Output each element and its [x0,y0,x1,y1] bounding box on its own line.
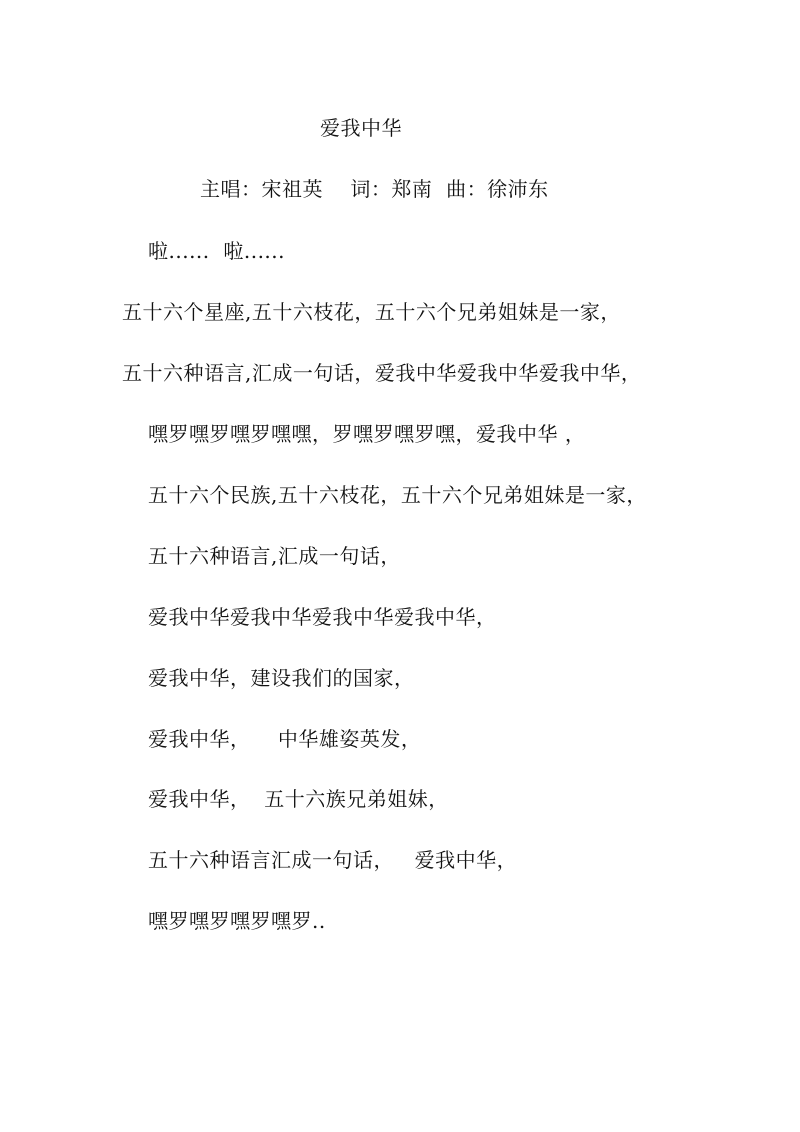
lyric-line: 爱我中华爱我中华爱我中华爱我中华， [148,605,497,629]
lyric-line: 五十六个民族,五十六枝花，五十六个兄弟姐妹是一家， [148,483,647,507]
lyric-line: 五十六种语言,汇成一句话，爱我中华爱我中华爱我中华， [122,361,642,385]
song-credits: 主唱：宋祖英 词：郑南 曲：徐沛东 [200,177,549,201]
lyric-line: 五十六个星座,五十六枝花，五十六个兄弟姐妹是一家， [122,300,621,324]
lyric-line: 爱我中华， 中华雄姿英发， [148,727,422,751]
lyric-line: 五十六种语言汇成一句话， 爱我中华， [148,848,518,872]
lyric-line: 五十六种语言,汇成一句话， [148,544,401,568]
lyric-line: 啦...... 啦...... [148,239,286,263]
song-title: 爱我中华 [320,116,402,140]
lyric-line: 爱我中华， 五十六族兄弟姐妹， [148,787,449,811]
lyric-line: 爱我中华，建设我们的国家， [148,666,415,690]
lyric-line: 嘿罗嘿罗嘿罗嘿罗.. [148,909,326,933]
lyric-line: 嘿罗嘿罗嘿罗嘿嘿，罗嘿罗嘿罗嘿，爱我中华 ， [148,422,586,446]
